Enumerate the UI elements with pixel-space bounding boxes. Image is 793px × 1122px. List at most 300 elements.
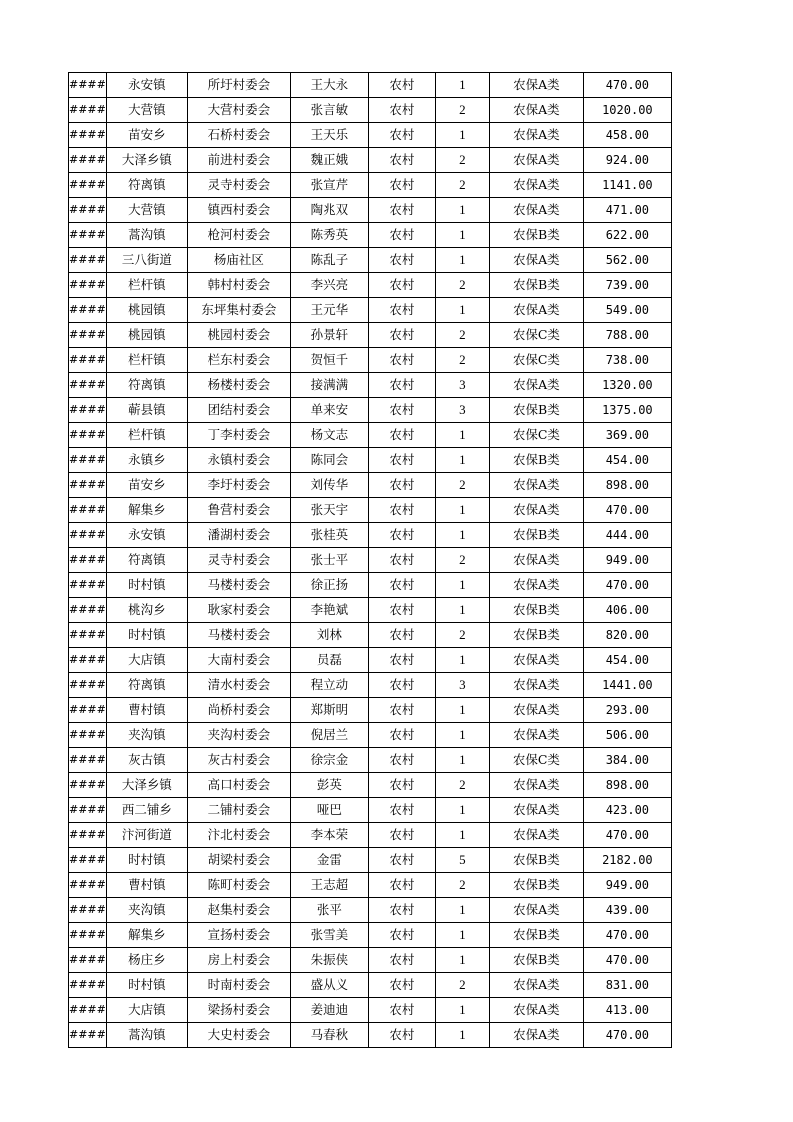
count-cell: 1 bbox=[435, 73, 489, 98]
household-type-cell: 农村 bbox=[368, 873, 435, 898]
insurance-category-cell: 农保A类 bbox=[489, 123, 583, 148]
insurance-category-cell: 农保A类 bbox=[489, 648, 583, 673]
count-cell: 1 bbox=[435, 823, 489, 848]
record-id-cell: #### bbox=[69, 698, 107, 723]
name-cell: 张天宇 bbox=[290, 498, 368, 523]
village-cell: 大史村委会 bbox=[187, 1023, 290, 1048]
count-cell: 2 bbox=[435, 148, 489, 173]
amount-cell: 562.00 bbox=[583, 248, 671, 273]
count-cell: 1 bbox=[435, 948, 489, 973]
township-cell: 符离镇 bbox=[106, 173, 187, 198]
count-cell: 5 bbox=[435, 848, 489, 873]
village-cell: 赵集村委会 bbox=[187, 898, 290, 923]
count-cell: 1 bbox=[435, 1023, 489, 1048]
township-cell: 大营镇 bbox=[106, 98, 187, 123]
record-id-cell: #### bbox=[69, 248, 107, 273]
record-id-cell: #### bbox=[69, 298, 107, 323]
amount-cell: 470.00 bbox=[583, 573, 671, 598]
township-cell: 夹沟镇 bbox=[106, 898, 187, 923]
township-cell: 大店镇 bbox=[106, 998, 187, 1023]
name-cell: 刘传华 bbox=[290, 473, 368, 498]
amount-cell: 506.00 bbox=[583, 723, 671, 748]
township-cell: 大店镇 bbox=[106, 648, 187, 673]
amount-cell: 384.00 bbox=[583, 748, 671, 773]
table-row bbox=[69, 398, 672, 423]
table-row bbox=[69, 948, 672, 973]
village-cell: 鲁营村委会 bbox=[187, 498, 290, 523]
record-id-cell: #### bbox=[69, 873, 107, 898]
amount-cell: 831.00 bbox=[583, 973, 671, 998]
record-id-cell: #### bbox=[69, 798, 107, 823]
household-type-cell: 农村 bbox=[368, 248, 435, 273]
name-cell: 倪居兰 bbox=[290, 723, 368, 748]
village-cell: 夹沟村委会 bbox=[187, 723, 290, 748]
record-id-cell: #### bbox=[69, 373, 107, 398]
table-row bbox=[69, 973, 672, 998]
township-cell: 蒿沟镇 bbox=[106, 223, 187, 248]
village-cell: 胡梁村委会 bbox=[187, 848, 290, 873]
township-cell: 苗安乡 bbox=[106, 123, 187, 148]
village-cell: 大营村委会 bbox=[187, 98, 290, 123]
village-cell: 镇西村委会 bbox=[187, 198, 290, 223]
village-cell: 永镇村委会 bbox=[187, 448, 290, 473]
village-cell: 尚桥村委会 bbox=[187, 698, 290, 723]
record-id-cell: #### bbox=[69, 548, 107, 573]
household-type-cell: 农村 bbox=[368, 1023, 435, 1048]
record-id-cell: #### bbox=[69, 423, 107, 448]
village-cell: 耿家村委会 bbox=[187, 598, 290, 623]
insurance-category-cell: 农保C类 bbox=[489, 348, 583, 373]
household-type-cell: 农村 bbox=[368, 473, 435, 498]
count-cell: 1 bbox=[435, 748, 489, 773]
household-type-cell: 农村 bbox=[368, 673, 435, 698]
household-type-cell: 农村 bbox=[368, 973, 435, 998]
count-cell: 1 bbox=[435, 698, 489, 723]
township-cell: 时村镇 bbox=[106, 623, 187, 648]
name-cell: 杨文志 bbox=[290, 423, 368, 448]
name-cell: 李兴亮 bbox=[290, 273, 368, 298]
insurance-category-cell: 农保B类 bbox=[489, 398, 583, 423]
data-table bbox=[68, 72, 672, 1048]
table-row bbox=[69, 923, 672, 948]
township-cell: 大营镇 bbox=[106, 198, 187, 223]
name-cell: 朱振侠 bbox=[290, 948, 368, 973]
name-cell: 孙景轩 bbox=[290, 323, 368, 348]
amount-cell: 949.00 bbox=[583, 873, 671, 898]
table-row bbox=[69, 723, 672, 748]
township-cell: 栏杆镇 bbox=[106, 423, 187, 448]
amount-cell: 549.00 bbox=[583, 298, 671, 323]
amount-cell: 949.00 bbox=[583, 548, 671, 573]
count-cell: 2 bbox=[435, 323, 489, 348]
amount-cell: 470.00 bbox=[583, 923, 671, 948]
township-cell: 永镇乡 bbox=[106, 448, 187, 473]
household-type-cell: 农村 bbox=[368, 798, 435, 823]
count-cell: 2 bbox=[435, 98, 489, 123]
name-cell: 徐正扬 bbox=[290, 573, 368, 598]
village-cell: 东坪集村委会 bbox=[187, 298, 290, 323]
table-row bbox=[69, 223, 672, 248]
insurance-category-cell: 农保B类 bbox=[489, 523, 583, 548]
household-type-cell: 农村 bbox=[368, 548, 435, 573]
record-id-cell: #### bbox=[69, 923, 107, 948]
count-cell: 1 bbox=[435, 223, 489, 248]
insurance-category-cell: 农保A类 bbox=[489, 248, 583, 273]
insurance-category-cell: 农保A类 bbox=[489, 73, 583, 98]
name-cell: 张桂英 bbox=[290, 523, 368, 548]
name-cell: 张宣芹 bbox=[290, 173, 368, 198]
household-type-cell: 农村 bbox=[368, 198, 435, 223]
count-cell: 1 bbox=[435, 798, 489, 823]
record-id-cell: #### bbox=[69, 123, 107, 148]
name-cell: 王志超 bbox=[290, 873, 368, 898]
record-id-cell: #### bbox=[69, 173, 107, 198]
township-cell: 蒿沟镇 bbox=[106, 1023, 187, 1048]
household-type-cell: 农村 bbox=[368, 723, 435, 748]
table-row bbox=[69, 198, 672, 223]
village-cell: 二铺村委会 bbox=[187, 798, 290, 823]
village-cell: 潘湖村委会 bbox=[187, 523, 290, 548]
insurance-category-cell: 农保A类 bbox=[489, 723, 583, 748]
village-cell: 枪河村委会 bbox=[187, 223, 290, 248]
village-cell: 石桥村委会 bbox=[187, 123, 290, 148]
table-row bbox=[69, 373, 672, 398]
township-cell: 解集乡 bbox=[106, 498, 187, 523]
amount-cell: 898.00 bbox=[583, 473, 671, 498]
amount-cell: 1320.00 bbox=[583, 373, 671, 398]
insurance-category-cell: 农保C类 bbox=[489, 423, 583, 448]
count-cell: 2 bbox=[435, 173, 489, 198]
township-cell: 时村镇 bbox=[106, 848, 187, 873]
name-cell: 马春秋 bbox=[290, 1023, 368, 1048]
amount-cell: 471.00 bbox=[583, 198, 671, 223]
name-cell: 张言敏 bbox=[290, 98, 368, 123]
insurance-category-cell: 农保C类 bbox=[489, 323, 583, 348]
name-cell: 徐宗金 bbox=[290, 748, 368, 773]
village-cell: 所圩村委会 bbox=[187, 73, 290, 98]
township-cell: 苗安乡 bbox=[106, 473, 187, 498]
record-id-cell: #### bbox=[69, 273, 107, 298]
name-cell: 李本荣 bbox=[290, 823, 368, 848]
name-cell: 程立动 bbox=[290, 673, 368, 698]
record-id-cell: #### bbox=[69, 948, 107, 973]
village-cell: 灵寺村委会 bbox=[187, 173, 290, 198]
record-id-cell: #### bbox=[69, 623, 107, 648]
insurance-category-cell: 农保B类 bbox=[489, 848, 583, 873]
name-cell: 贺恒千 bbox=[290, 348, 368, 373]
table-row bbox=[69, 148, 672, 173]
amount-cell: 369.00 bbox=[583, 423, 671, 448]
count-cell: 1 bbox=[435, 923, 489, 948]
household-type-cell: 农村 bbox=[368, 998, 435, 1023]
household-type-cell: 农村 bbox=[368, 948, 435, 973]
amount-cell: 444.00 bbox=[583, 523, 671, 548]
amount-cell: 470.00 bbox=[583, 823, 671, 848]
record-id-cell: #### bbox=[69, 1023, 107, 1048]
record-id-cell: #### bbox=[69, 673, 107, 698]
household-type-cell: 农村 bbox=[368, 848, 435, 873]
amount-cell: 293.00 bbox=[583, 698, 671, 723]
record-id-cell: #### bbox=[69, 523, 107, 548]
table-body bbox=[69, 73, 672, 1048]
household-type-cell: 农村 bbox=[368, 573, 435, 598]
table-row bbox=[69, 823, 672, 848]
record-id-cell: #### bbox=[69, 573, 107, 598]
township-cell: 桃沟乡 bbox=[106, 598, 187, 623]
insurance-category-cell: 农保A类 bbox=[489, 798, 583, 823]
township-cell: 符离镇 bbox=[106, 673, 187, 698]
village-cell: 灵寺村委会 bbox=[187, 548, 290, 573]
village-cell: 马楼村委会 bbox=[187, 623, 290, 648]
count-cell: 2 bbox=[435, 973, 489, 998]
record-id-cell: #### bbox=[69, 98, 107, 123]
count-cell: 2 bbox=[435, 873, 489, 898]
township-cell: 三八街道 bbox=[106, 248, 187, 273]
insurance-category-cell: 农保B类 bbox=[489, 448, 583, 473]
record-id-cell: #### bbox=[69, 998, 107, 1023]
name-cell: 陈秀英 bbox=[290, 223, 368, 248]
amount-cell: 2182.00 bbox=[583, 848, 671, 873]
village-cell: 高口村委会 bbox=[187, 773, 290, 798]
household-type-cell: 农村 bbox=[368, 73, 435, 98]
table-row bbox=[69, 598, 672, 623]
count-cell: 1 bbox=[435, 298, 489, 323]
record-id-cell: #### bbox=[69, 73, 107, 98]
insurance-category-cell: 农保B类 bbox=[489, 948, 583, 973]
household-type-cell: 农村 bbox=[368, 398, 435, 423]
record-id-cell: #### bbox=[69, 748, 107, 773]
insurance-category-cell: 农保C类 bbox=[489, 748, 583, 773]
table-row bbox=[69, 573, 672, 598]
township-cell: 栏杆镇 bbox=[106, 273, 187, 298]
insurance-category-cell: 农保A类 bbox=[489, 698, 583, 723]
name-cell: 盛从义 bbox=[290, 973, 368, 998]
insurance-category-cell: 农保A类 bbox=[489, 473, 583, 498]
name-cell: 张雪美 bbox=[290, 923, 368, 948]
village-cell: 汴北村委会 bbox=[187, 823, 290, 848]
village-cell: 李圩村委会 bbox=[187, 473, 290, 498]
insurance-category-cell: 农保B类 bbox=[489, 598, 583, 623]
table-row bbox=[69, 623, 672, 648]
record-id-cell: #### bbox=[69, 198, 107, 223]
amount-cell: 1020.00 bbox=[583, 98, 671, 123]
record-id-cell: #### bbox=[69, 348, 107, 373]
insurance-category-cell: 农保B类 bbox=[489, 623, 583, 648]
village-cell: 清水村委会 bbox=[187, 673, 290, 698]
township-cell: 桃园镇 bbox=[106, 323, 187, 348]
insurance-category-cell: 农保A类 bbox=[489, 373, 583, 398]
table-row bbox=[69, 798, 672, 823]
township-cell: 夹沟镇 bbox=[106, 723, 187, 748]
count-cell: 1 bbox=[435, 998, 489, 1023]
township-cell: 蕲县镇 bbox=[106, 398, 187, 423]
amount-cell: 423.00 bbox=[583, 798, 671, 823]
household-type-cell: 农村 bbox=[368, 923, 435, 948]
table-row bbox=[69, 123, 672, 148]
township-cell: 符离镇 bbox=[106, 373, 187, 398]
name-cell: 刘林 bbox=[290, 623, 368, 648]
township-cell: 时村镇 bbox=[106, 573, 187, 598]
name-cell: 张平 bbox=[290, 898, 368, 923]
household-type-cell: 农村 bbox=[368, 373, 435, 398]
amount-cell: 738.00 bbox=[583, 348, 671, 373]
household-type-cell: 农村 bbox=[368, 348, 435, 373]
township-cell: 大泽乡镇 bbox=[106, 773, 187, 798]
insurance-category-cell: 农保B类 bbox=[489, 223, 583, 248]
count-cell: 3 bbox=[435, 673, 489, 698]
amount-cell: 470.00 bbox=[583, 498, 671, 523]
record-id-cell: #### bbox=[69, 148, 107, 173]
household-type-cell: 农村 bbox=[368, 423, 435, 448]
count-cell: 1 bbox=[435, 123, 489, 148]
household-type-cell: 农村 bbox=[368, 98, 435, 123]
amount-cell: 454.00 bbox=[583, 648, 671, 673]
table-row bbox=[69, 323, 672, 348]
record-id-cell: #### bbox=[69, 498, 107, 523]
insurance-category-cell: 农保A类 bbox=[489, 98, 583, 123]
amount-cell: 439.00 bbox=[583, 898, 671, 923]
table-row bbox=[69, 248, 672, 273]
township-cell: 时村镇 bbox=[106, 973, 187, 998]
table-row bbox=[69, 298, 672, 323]
insurance-category-cell: 农保B类 bbox=[489, 873, 583, 898]
township-cell: 永安镇 bbox=[106, 73, 187, 98]
village-cell: 时南村委会 bbox=[187, 973, 290, 998]
table-row bbox=[69, 873, 672, 898]
household-type-cell: 农村 bbox=[368, 448, 435, 473]
insurance-category-cell: 农保A类 bbox=[489, 823, 583, 848]
amount-cell: 898.00 bbox=[583, 773, 671, 798]
amount-cell: 458.00 bbox=[583, 123, 671, 148]
name-cell: 彭英 bbox=[290, 773, 368, 798]
household-type-cell: 农村 bbox=[368, 648, 435, 673]
village-cell: 丁李村委会 bbox=[187, 423, 290, 448]
village-cell: 梁扬村委会 bbox=[187, 998, 290, 1023]
insurance-category-cell: 农保A类 bbox=[489, 148, 583, 173]
name-cell: 接满满 bbox=[290, 373, 368, 398]
insurance-category-cell: 农保B类 bbox=[489, 273, 583, 298]
amount-cell: 622.00 bbox=[583, 223, 671, 248]
insurance-category-cell: 农保A类 bbox=[489, 1023, 583, 1048]
count-cell: 2 bbox=[435, 773, 489, 798]
name-cell: 张士平 bbox=[290, 548, 368, 573]
name-cell: 王大永 bbox=[290, 73, 368, 98]
name-cell: 姜迪迪 bbox=[290, 998, 368, 1023]
amount-cell: 788.00 bbox=[583, 323, 671, 348]
village-cell: 房上村委会 bbox=[187, 948, 290, 973]
insurance-category-cell: 农保A类 bbox=[489, 298, 583, 323]
amount-cell: 739.00 bbox=[583, 273, 671, 298]
table-row bbox=[69, 1023, 672, 1048]
household-type-cell: 农村 bbox=[368, 773, 435, 798]
name-cell: 王元华 bbox=[290, 298, 368, 323]
name-cell: 单来安 bbox=[290, 398, 368, 423]
village-cell: 韩村村委会 bbox=[187, 273, 290, 298]
table-row bbox=[69, 673, 672, 698]
village-cell: 宣扬村委会 bbox=[187, 923, 290, 948]
record-id-cell: #### bbox=[69, 223, 107, 248]
household-type-cell: 农村 bbox=[368, 223, 435, 248]
name-cell: 陈乱子 bbox=[290, 248, 368, 273]
household-type-cell: 农村 bbox=[368, 323, 435, 348]
count-cell: 2 bbox=[435, 548, 489, 573]
table-row bbox=[69, 648, 672, 673]
amount-cell: 820.00 bbox=[583, 623, 671, 648]
count-cell: 1 bbox=[435, 573, 489, 598]
township-cell: 杨庄乡 bbox=[106, 948, 187, 973]
insurance-category-cell: 农保A类 bbox=[489, 673, 583, 698]
household-type-cell: 农村 bbox=[368, 598, 435, 623]
count-cell: 1 bbox=[435, 248, 489, 273]
name-cell: 哑巴 bbox=[290, 798, 368, 823]
table-row bbox=[69, 548, 672, 573]
insurance-category-cell: 农保B类 bbox=[489, 923, 583, 948]
household-type-cell: 农村 bbox=[368, 498, 435, 523]
name-cell: 王天乐 bbox=[290, 123, 368, 148]
count-cell: 2 bbox=[435, 473, 489, 498]
amount-cell: 470.00 bbox=[583, 948, 671, 973]
village-cell: 马楼村委会 bbox=[187, 573, 290, 598]
table-row bbox=[69, 498, 672, 523]
count-cell: 3 bbox=[435, 398, 489, 423]
count-cell: 1 bbox=[435, 648, 489, 673]
count-cell: 1 bbox=[435, 423, 489, 448]
count-cell: 2 bbox=[435, 348, 489, 373]
household-type-cell: 农村 bbox=[368, 123, 435, 148]
insurance-category-cell: 农保A类 bbox=[489, 573, 583, 598]
amount-cell: 470.00 bbox=[583, 1023, 671, 1048]
insurance-category-cell: 农保A类 bbox=[489, 998, 583, 1023]
name-cell: 李艳斌 bbox=[290, 598, 368, 623]
table-row bbox=[69, 523, 672, 548]
township-cell: 大泽乡镇 bbox=[106, 148, 187, 173]
record-id-cell: #### bbox=[69, 448, 107, 473]
table-row bbox=[69, 473, 672, 498]
record-id-cell: #### bbox=[69, 598, 107, 623]
insurance-category-cell: 农保A类 bbox=[489, 973, 583, 998]
name-cell: 金雷 bbox=[290, 848, 368, 873]
record-id-cell: #### bbox=[69, 773, 107, 798]
household-type-cell: 农村 bbox=[368, 698, 435, 723]
insurance-category-cell: 农保A类 bbox=[489, 173, 583, 198]
household-type-cell: 农村 bbox=[368, 898, 435, 923]
insurance-category-cell: 农保A类 bbox=[489, 773, 583, 798]
table-row bbox=[69, 423, 672, 448]
table-row bbox=[69, 273, 672, 298]
amount-cell: 413.00 bbox=[583, 998, 671, 1023]
household-type-cell: 农村 bbox=[368, 298, 435, 323]
record-id-cell: #### bbox=[69, 898, 107, 923]
table-row bbox=[69, 773, 672, 798]
insurance-category-cell: 农保A类 bbox=[489, 198, 583, 223]
township-cell: 曹村镇 bbox=[106, 698, 187, 723]
insurance-category-cell: 农保A类 bbox=[489, 548, 583, 573]
village-cell: 团结村委会 bbox=[187, 398, 290, 423]
township-cell: 灰古镇 bbox=[106, 748, 187, 773]
township-cell: 符离镇 bbox=[106, 548, 187, 573]
village-cell: 桃园村委会 bbox=[187, 323, 290, 348]
household-type-cell: 农村 bbox=[368, 823, 435, 848]
amount-cell: 1375.00 bbox=[583, 398, 671, 423]
table-row bbox=[69, 348, 672, 373]
amount-cell: 924.00 bbox=[583, 148, 671, 173]
count-cell: 2 bbox=[435, 273, 489, 298]
household-type-cell: 农村 bbox=[368, 623, 435, 648]
table-row bbox=[69, 98, 672, 123]
table-row bbox=[69, 73, 672, 98]
village-cell: 灰古村委会 bbox=[187, 748, 290, 773]
record-id-cell: #### bbox=[69, 648, 107, 673]
